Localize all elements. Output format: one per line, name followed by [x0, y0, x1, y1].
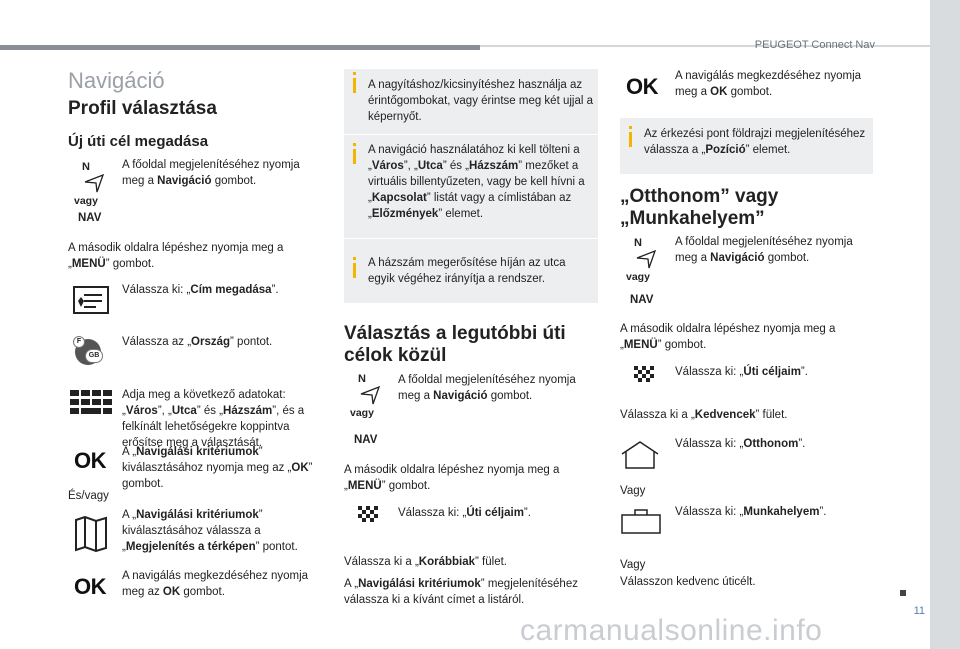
es-vagy-label: És/vagy	[68, 490, 109, 502]
info-text: Az érkezési pont földrajzi megjelenítéséhez válassza a „Pozíció” elemet.	[644, 128, 866, 157]
vagy-label: vagy	[74, 195, 98, 207]
step-text: A főoldal megjelenítéséhez nyomja meg a Navigáció gombot.	[675, 236, 853, 265]
compass-arrow-icon	[358, 384, 382, 406]
vagy-text: Vagy	[620, 559, 646, 571]
nav-label: NAV	[78, 212, 102, 224]
compass-arrow-icon	[82, 172, 106, 194]
step-text: Válassza ki: „Cím megadása”.	[122, 284, 279, 296]
section-title-home-work: „Otthonom” vagy „Munkahelyem”	[620, 186, 779, 229]
continue-marker	[900, 590, 906, 596]
info-icon	[629, 132, 632, 147]
map-icon	[74, 516, 108, 552]
page-title: Profil választása	[68, 98, 217, 119]
step-text: Válassza ki: „Úti céljaim”.	[675, 366, 808, 378]
address-entry-icon	[72, 283, 112, 319]
home-icon	[620, 440, 660, 470]
navigation-n-icon-group: N vagy NAV	[620, 236, 664, 306]
step-text: Adja meg a következő adatokat: „Város”, „Utca” és „Házszám”, és a felkínált lehetőségekre koppintva erősítse meg a választását.	[122, 389, 305, 450]
compass-arrow-icon	[634, 248, 658, 270]
step-text: A „Navigálási kritériumok” kiválasztásához nyomja meg az „OK” gombot.	[122, 446, 313, 491]
step-text: Válassza ki: „Munkahelyem”.	[675, 506, 827, 518]
section-title: Navigáció	[68, 68, 165, 93]
vagy-text: Vagy	[620, 485, 646, 497]
step-text: A főoldal megjelenítéséhez nyomja meg a Navigáció gombot.	[122, 159, 300, 188]
step-text: Válassza ki: „Otthonom”.	[675, 438, 806, 450]
info-box	[344, 69, 598, 303]
info-icon	[353, 263, 356, 278]
step-text: A „Navigálási kritériumok” kiválasztásához válassza a „Megjelenítés a térképen” pontot.	[122, 509, 298, 554]
info-icon	[353, 78, 356, 93]
page-number: 11	[913, 605, 925, 617]
info-box	[620, 118, 873, 174]
header-rule-dark	[0, 45, 480, 50]
step-text: A második oldalra lépéshez nyomja meg a „MENÜ” gombot.	[344, 464, 560, 493]
info-text: A nagyításhoz/kicsinyítéshez használja az érintőgombokat, vagy érintse meg két ujjal a képernyőt.	[368, 79, 594, 124]
step-text: Válassza ki: „Úti céljaim”.	[398, 507, 531, 519]
info-icon	[353, 149, 356, 164]
step-text: A főoldal megjelenítéséhez nyomja meg a Navigáció gombot.	[398, 374, 576, 403]
step-text: A második oldalra lépéshez nyomja meg a „MENÜ” gombot.	[620, 323, 836, 352]
n-label: N	[82, 161, 90, 173]
step-text: A második oldalra lépéshez nyomja meg a „MENÜ” gombot.	[68, 242, 284, 271]
info-text: A navigáció használatához ki kell tölteni a „Város”, „Utca” és „Házszám” mezőket a virtuális billentyűzeten, vagy be kell hívni a „Kapcsolat” listát vagy a címlistában az „Előzmények” elemet.	[368, 144, 585, 221]
info-text: A házszám megerősítése híján az utca egyik végéhez irányítja a rendszer.	[368, 257, 566, 286]
briefcase-icon	[620, 507, 662, 535]
ok-icon: OK	[626, 74, 658, 99]
navigation-n-icon-group	[68, 160, 112, 224]
step-text: A navigálás megkezdéséhez nyomja meg az OK gombot.	[122, 570, 309, 599]
step-text: Válasszon kedvenc úticélt.	[620, 576, 756, 588]
step-text: A „Navigálási kritériumok” megjelenítéséhez válassza ki a kívánt címet a listáról.	[344, 578, 578, 607]
country-icon: F GB	[73, 336, 105, 368]
step-text: Válassza az „Ország” pontot.	[122, 336, 273, 348]
ok-icon: OK	[74, 574, 106, 599]
header-title: PEUGEOT Connect Nav	[754, 39, 875, 51]
page-edge-strip	[930, 0, 960, 649]
section-title-recent: Választás a legutóbbi úti célok közül	[344, 323, 566, 366]
step-text: Válassza ki a „Kedvencek” fület.	[620, 409, 788, 421]
step-text: A navigálás megkezdéséhez nyomja meg a OK gombot.	[675, 70, 862, 99]
navigation-n-icon-group: N vagy NAV	[344, 372, 388, 448]
checkered-flag-icon	[634, 366, 656, 388]
subtitle-new-destination: Új úti cél megadása	[68, 133, 209, 150]
watermark: carmanualsonline.info	[520, 614, 823, 647]
ok-icon: OK	[74, 448, 106, 473]
keyboard-icon	[70, 390, 112, 422]
step-text: Válassza ki a „Korábbiak” fület.	[344, 556, 507, 568]
checkered-flag-icon	[358, 506, 380, 528]
